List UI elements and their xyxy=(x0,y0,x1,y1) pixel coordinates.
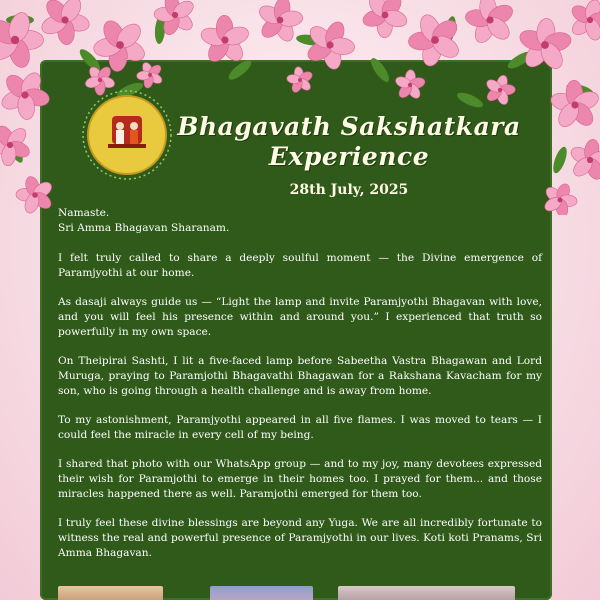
deity-photo-thumbnail xyxy=(210,586,313,600)
letter-body xyxy=(58,206,542,575)
greeting-line: Sri Amma Bhagavan Sharanam. xyxy=(58,222,230,234)
flower-decoration xyxy=(0,69,51,120)
flower-decoration xyxy=(549,80,600,130)
greeting-block xyxy=(58,206,542,236)
paragraph: I shared that photo with our WhatsApp group — and to my joy, many devotees expressed their wish for Paramjothi to emerge in their homes too. I prayed for them... and those miracles happened there as well. Paramjothi emerged for them too. xyxy=(58,458,542,500)
flower-decoration xyxy=(199,15,251,65)
paragraph: As dasaji always guide us — “Light the lamp and invite Paramjyothi Bhagavan with love, and you will feel his presence within and around you.” I experienced that truth so powerfully in my own space. xyxy=(58,296,542,338)
flower-decoration xyxy=(542,182,577,215)
title-line-1: Bhagavath Sakshatkara xyxy=(177,112,521,141)
flower-decoration xyxy=(569,0,600,42)
flower-decoration xyxy=(0,123,32,166)
flower-decoration xyxy=(394,70,426,101)
flower-decoration xyxy=(39,0,91,45)
photo-strip xyxy=(58,586,542,600)
title-line-2: Experience xyxy=(268,142,430,171)
leaf-decoration xyxy=(455,90,485,111)
flower-decoration xyxy=(517,18,573,73)
flower-decoration xyxy=(361,0,409,38)
lamp-photo-thumbnail xyxy=(58,586,163,600)
deity-medallion xyxy=(82,90,172,180)
altar-photo-thumbnail xyxy=(338,586,515,600)
deity-figure-icon xyxy=(116,122,124,130)
paragraph: I felt truly called to share a deeply soulful moment — the Divine emergence of Paramjyothi at our home. xyxy=(58,252,542,279)
flower-decoration xyxy=(485,74,516,106)
flower-decoration xyxy=(92,17,148,72)
flower-decoration xyxy=(16,175,55,215)
flower-decoration xyxy=(286,66,314,94)
paragraph: To my astonishment, Paramjyothi appeared in all five flames. I was moved to tears — I could feel the miracle in every cell of my being. xyxy=(58,414,542,441)
flower-decoration xyxy=(568,138,600,182)
date-label: 28th July, 2025 xyxy=(289,182,409,198)
salutation: Namaste. xyxy=(58,207,110,219)
leaf-decoration xyxy=(551,145,570,175)
page-title xyxy=(168,112,530,172)
leaf-decoration xyxy=(226,57,254,82)
flower-decoration xyxy=(464,0,515,46)
leaf-decoration xyxy=(368,56,392,85)
paragraph: I truly feel these divine blessings are beyond any Yuga. We are all incredibly fortunate to witness the real and powerful presence of Paramjyothi in our lives. Koti koti Pranams, Sri Amma Bhagavan. xyxy=(58,517,542,559)
paragraph: On Theipirai Sashti, I lit a five-faced lamp before Sabeetha Vastra Bhagawan and Lord Muruga, praying to Paramjothi Bhagavathi Bhagawan for a Rakshana Kavacham for my son, who is going through a health challenge and is away from home. xyxy=(58,355,542,397)
